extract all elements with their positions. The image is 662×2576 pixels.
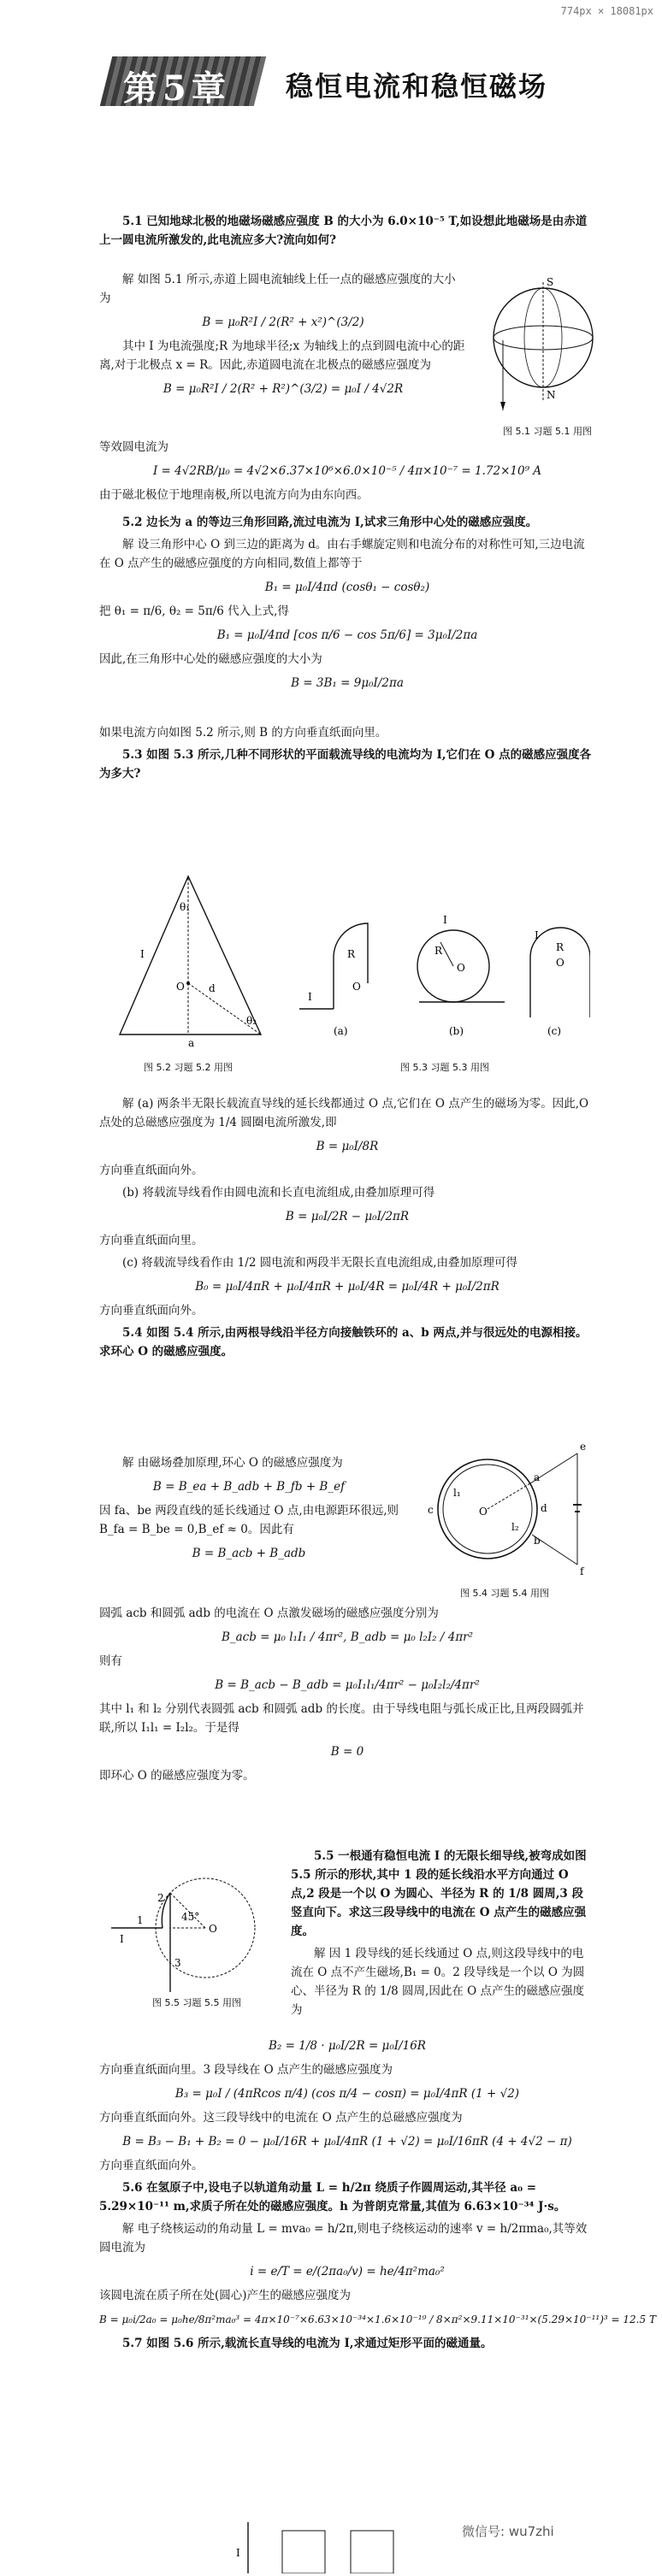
figure-5-5-caption: 图 5.5 习题 5.5 用图 [152,1997,241,2008]
equation: B = B_acb + B_adb [192,1547,306,1560]
fig-label: R [347,948,356,960]
fig-label: I [308,991,312,1003]
solution-text: 因此,在三角形中心处的磁感应强度的大小为 [99,652,322,666]
figure-5-5 [111,1864,274,1992]
fig-label: O [209,1923,217,1935]
solution-text: 方向垂直纸面向外。 [99,1164,204,1177]
equation: B = B_ea + B_adb + B_fb + B_ef [152,1480,346,1494]
figure-5-6-partial [231,2522,402,2573]
solution-text: 方向垂直纸面向外。 [99,2159,204,2172]
solution-text: 解 设三角形中心 O 到三边的距离为 d。由右手螺旋定则和电流分布的对称性可知,三边电流在 O 点产生的磁感应强度的方向相同,数值上都等于 [99,538,585,570]
solution-text: 该圆电流在质子所在处(圆心)产生的磁感应强度为 [99,2289,352,2302]
solution-text: 解 (a) 两条半无限长载流直导线的延长线都通过 O 点,它们在 O 点产生的磁场为零。因此,O 点处的总磁感应强度为 1/4 圆圈电流所激发,即 [99,1097,589,1129]
solution-text: 解 因 1 段导线的延长线通过 O 点,则这段导线中的电流在 O 点不产生磁场,B₁ = 0。2 段导线是一个以 O 为圆心、半径为 R 的 1/8 圆周,因此在 O 点产生的磁感应强度为 [291,1947,585,2017]
problem-5-2-question: 5.2 边长为 a 的等边三角形回路,流过电流为 I,试求三角形中心处的磁感应强度。 [122,516,538,529]
figure-5-3-caption: 图 5.3 习题 5.3 用图 [400,1062,489,1073]
fig-label: S [547,276,554,288]
problem-5-5-solution-cont [99,2031,656,2356]
problem-5-4-solution [99,1453,399,1568]
problem-5-5 [291,1847,590,2023]
chapter-title: 稳恒电流和稳恒磁场 [286,70,548,103]
equation: B = μ₀I/8R [316,1140,379,1153]
equation: B = μ₀i/2a₀ = μ₀he/8π²ma₀³ = 4π×10⁻⁷×6.63×10⁻³⁴×1.6×10⁻¹⁹ / 8×π²×9.11×10⁻³¹×(5.29×10⁻¹¹)³ = 12.5 T [99,2314,656,2325]
equation: B = 0 [330,1745,364,1759]
problem-5-1-solution-cont [99,438,595,508]
fig-label: l₁ [453,1487,461,1499]
fig-label: 1 [137,1914,144,1926]
equation: B₁ = μ₀I/4πd (cosθ₁ − cosθ₂) [264,581,430,594]
fig-label: d [209,982,216,994]
solution-text: 圆弧 acb 和圆弧 adb 的电流在 O 点激发磁场的磁感应强度分别为 [99,1606,439,1620]
fig-label: c [428,1504,434,1516]
solution-text: 则有 [99,1654,122,1668]
solution-text: 解 电子绕核运动的角动量 L = mva₀ = h/2π,则电子绕核运动的速率 v = h/2πma₀,其等效圆电流为 [99,2222,588,2255]
fig-label: O [176,981,185,993]
figure-5-1-caption: 图 5.1 习题 5.1 用图 [503,426,592,437]
wechat-watermark: 微信号: wu7zhi [462,2524,554,2539]
equation: B = μ₀I/2R − μ₀I/2πR [285,1210,410,1223]
figure-5-4-caption: 图 5.4 习题 5.4 用图 [460,1588,549,1599]
fig-label: (b) [449,1025,464,1037]
fig-label: O [352,981,361,993]
image-size-tag: 774px × 18081px [560,5,653,17]
solution-text: 其中 I 为电流强度;R 为地球半径;x 为轴线上的点到圆电流中心的距离,对于北极点 x = R。因此,赤道圆电流在北极点的磁感应强度为 [99,339,465,372]
fig-label: R [556,941,564,953]
problem-5-4-solution-cont [99,1604,595,1789]
fig-label: 3 [174,1957,181,1969]
problem-5-7-question: 5.7 如图 5.6 所示,载流长直导线的电流为 I,求通过矩形平面的磁通量。 [122,2337,493,2350]
fig-label: O [479,1506,488,1518]
problem-5-2 [99,513,595,787]
solution-text: 方向垂直纸面向外。 [99,1304,204,1317]
fig-label: θ₁ [180,901,191,913]
equation: B₁ = μ₀I/4πd [cos π/6 − cos 5π/6] = 3μ₀I/2πa [216,628,478,642]
fig-label: I [140,948,145,960]
solution-text: (b) 将载流导线看作由圆电流和长直电流组成,由叠加原理可得 [122,1186,435,1200]
solution-text: 如果电流方向如图 5.2 所示,则 B 的方向垂直纸面向里。 [99,726,387,740]
figure-5-2 [103,864,274,1052]
fig-label: b [534,1535,541,1547]
figure-5-2-caption: 图 5.2 习题 5.2 用图 [144,1062,233,1073]
equation: B = B₃ − B₁ + B₂ = 0 − μ₀I/16R + μ₀I/4πR (1 + √2) = μ₀I/16πR (4 + 4√2 − π) [122,2135,572,2149]
fig-label: N [547,389,556,401]
fig-label: a [534,1471,541,1483]
fig-label: l₂ [511,1521,519,1533]
equation: B = μ₀R²I / 2(R² + x²)^(3/2) [202,315,364,329]
equation: B₀ = μ₀I/4πR + μ₀I/4πR + μ₀I/4R = μ₀I/4R + μ₀I/2πR [195,1280,499,1294]
fig-label: I [443,914,447,926]
fig-label: (a) [334,1025,348,1037]
problem-5-1-solution [99,270,467,404]
problem-5-4-question: 5.4 如图 5.4 所示,由两根导线沿半径方向接触铁环的 a、b 两点,并与很远处的电源相接。求环心 O 的磁感应强度。 [99,1326,588,1359]
solution-text: 解 如图 5.1 所示,赤道上圆电流轴线上任一点的磁感应强度的大小为 [99,273,456,305]
fig-label: f [580,1565,584,1577]
equation: B = B_acb − B_adb = μ₀I₁l₁/4πr² − μ₀I₂l₂/4πr² [215,1678,480,1692]
equation: B₃ = μ₀I / (4πRcos π/4) (cos π/4 − cosπ) = μ₀I/4πR (1 + √2) [174,2087,520,2101]
fig-label: 2 [157,1892,164,1904]
solution-text: 等效圆电流为 [99,440,168,454]
fig-label: O [556,957,564,969]
equation: B = μ₀R²I / 2(R² + R²)^(3/2) = μ₀I / 4√2R [163,382,404,396]
solution-text: 方向垂直纸面向里。3 段导线在 O 点产生的磁感应强度为 [99,2063,393,2077]
fig-label: e [580,1441,587,1453]
chapter-header [106,56,568,108]
fig-label: 45° [181,1911,200,1923]
problem-5-5-question: 5.5 一根通有稳恒电流 I 的无限长细导线,被弯成如图 5.5 所示的形状,其中 1 段的延长线沿水平方向通过 O 点,2 段是一个以 O 为圆心、半径为 R 的 1/8 圆周,3 段竖直向下。求这三段导线中的电流在 O 点产生的磁感应强度。 [291,1849,587,1938]
fig-label: R [434,945,443,957]
solution-text: 由于磁北极位于地理南极,所以电流方向为由东向西。 [99,488,369,502]
fig-label: (c) [547,1025,562,1037]
solution-text: (c) 将载流导线看作由 1/2 圆电流和两段半无限长直电流组成,由叠加原理可得 [122,1256,517,1270]
fig-label: I [236,2547,240,2559]
problem-5-3-question: 5.3 如图 5.3 所示,几种不同形状的平面载流导线的电流均为 I,它们在 O 点的磁感应强度各为多大? [99,748,592,781]
problem-5-1 [99,212,595,253]
chapter-label: 第5章 [123,68,231,109]
problem-5-6-question: 5.6 在氢原子中,设电子以轨道角动量 L = h/2π 绕质子作圆周运动,其半径 a₀ = 5.29×10⁻¹¹ m,求质子所在处的磁感应强度。h 为普朗克常量,其值为 6.63×10⁻³⁴ J·s。 [99,2181,566,2213]
solution-text: 解 由磁场叠加原理,环心 O 的磁感应强度为 [122,1456,343,1470]
equation: B_acb = μ₀ l₁I₁ / 4πr², B_adb = μ₀ l₂I₂ / 4πr² [221,1630,474,1644]
fig-label: I [535,929,539,941]
equation: I = 4√2RB/μ₀ = 4√2×6.37×10⁶×6.0×10⁻⁵ / 4π×10⁻⁷ = 1.72×10⁹ A [152,464,542,478]
figure-5-1 [479,274,607,419]
equation: B₂ = 1/8 · μ₀I/2R = μ₀I/16R [269,2039,426,2053]
solution-text: 把 θ₁ = π/6, θ₂ = 5π/6 代入上式,得 [99,604,289,618]
figure-5-4 [419,1436,590,1582]
solution-text: 方向垂直纸面向里。 [99,1234,204,1247]
equation: i = e/T = e/(2πa₀/v) = he/4π²ma₀² [250,2265,445,2278]
solution-text: 其中 l₁ 和 l₂ 分别代表圆弧 acb 和圆弧 adb 的长度。由于导线电阻与弧长成正比,且两段圆弧并联,所以 I₁l₁ = I₂l₂。于是得 [99,1702,584,1735]
fig-label: a [188,1037,195,1049]
fig-label: I [120,1933,124,1945]
problem-5-3-solution [99,1094,595,1365]
solution-text: 即环心 O 的磁感应强度为零。 [99,1769,255,1783]
fig-label: θ₂ [246,1015,257,1027]
fig-label: d [541,1502,547,1514]
fig-label: O [457,962,465,974]
solution-text: 方向垂直纸面向外。这三段导线中的电流在 O 点产生的总磁感应强度为 [99,2111,463,2125]
solution-text: 因 fa、be 两段直线的延长线通过 O 点,由电源距环很远,则 B_fa = B_be = 0,B_ef ≈ 0。因此有 [99,1504,399,1536]
equation: B = 3B₁ = 9μ₀I/2πa [291,676,404,690]
problem-5-1-question: 5.1 已知地球北极的地磁场磁感应强度 B 的大小为 6.0×10⁻⁵ T,如设想此地磁场是由赤道上一圆电流所激发的,此电流应多大?流向如何? [99,215,588,247]
figure-5-3 [299,898,590,1043]
